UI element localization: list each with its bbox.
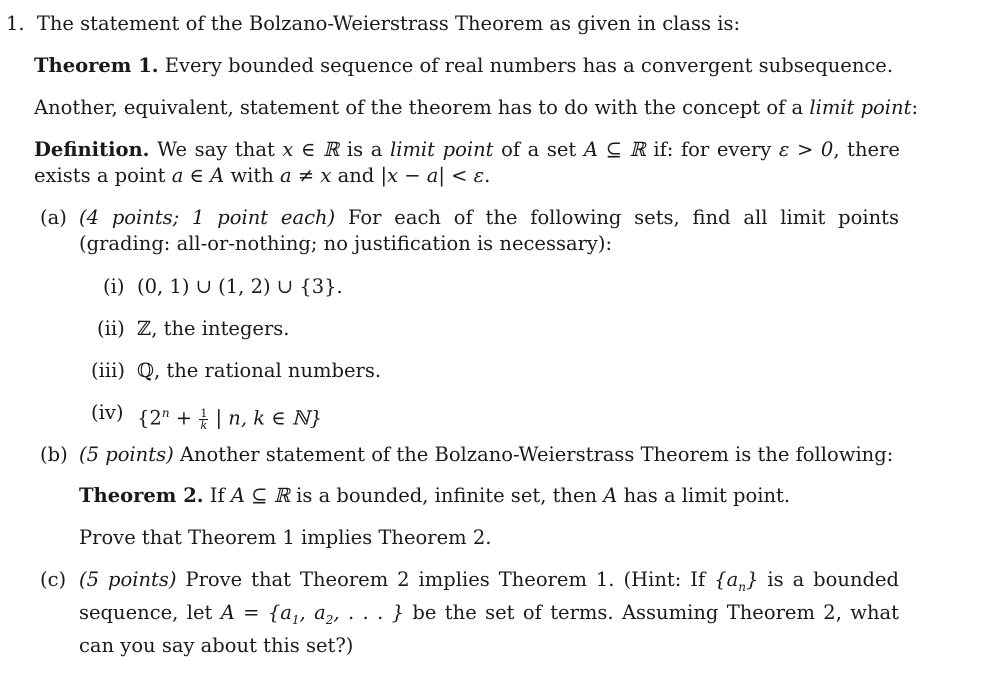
fraction-denominator: k xyxy=(200,418,208,432)
sequence-close: } xyxy=(745,568,759,591)
definition-term: limit point xyxy=(389,138,494,161)
rationals-symbol: ℚ xyxy=(137,359,154,382)
definition-text-4: if: for every xyxy=(653,138,772,161)
definition xyxy=(34,137,900,189)
definition-label: Definition. xyxy=(34,138,150,161)
math-a-in-A: a ∈ A xyxy=(171,164,225,187)
item-iv-post: | n, k ∈ ℕ} xyxy=(209,406,323,430)
set-open: A = {a xyxy=(220,600,292,624)
equivalent-end: : xyxy=(911,96,919,119)
part-c-points: (5 points) xyxy=(79,568,177,591)
integers-symbol: ℤ xyxy=(137,317,152,340)
set-subscript-2: 2 xyxy=(325,612,334,627)
definition-text-8: . xyxy=(484,164,491,187)
item-iv-pre: {2 xyxy=(137,406,162,430)
theorem-2-label: Theorem 2. xyxy=(79,484,204,507)
definition-text-6: with xyxy=(230,164,274,187)
item-iii-label: (iii) xyxy=(91,359,125,382)
theorem-2-text-1: If xyxy=(209,484,225,507)
limit-point-term: limit point xyxy=(809,96,912,119)
definition-text-1: We say that xyxy=(157,138,275,161)
part-a xyxy=(79,205,899,257)
definition-text-3: of a set xyxy=(501,138,577,161)
part-b-text: Another statement of the Bolzano-Weierstrass Theorem is the following: xyxy=(179,443,894,466)
theorem-1-label: Theorem 1. xyxy=(34,54,159,77)
part-b-label: (b) xyxy=(40,443,68,466)
set-middle: , a xyxy=(299,600,326,624)
math-A: A xyxy=(603,484,618,507)
item-iii xyxy=(137,358,381,384)
math-a-ne-x: a ≠ x xyxy=(280,164,332,187)
theorem-1-text: Every bounded sequence of real numbers has a convergent subsequence. xyxy=(164,54,894,77)
theorem-1 xyxy=(34,53,893,79)
part-a-text: For each of the following sets, find all limit points (grading: all-or-nothing; no justification is necessary): xyxy=(79,206,899,255)
problem-intro-line xyxy=(6,11,740,37)
part-a-label: (a) xyxy=(40,206,67,229)
theorem-2-text-2: is a bounded, infinite set, then xyxy=(296,484,598,507)
item-iv-plus: + xyxy=(169,406,199,430)
equivalent-statement xyxy=(34,95,918,121)
part-b-prove: Prove that Theorem 1 implies Theorem 2. xyxy=(79,526,492,549)
part-c-text-3: be the set of terms. Assuming Theorem 2, what can you say about this set?) xyxy=(79,600,899,657)
math-abs: |x − a| < ε xyxy=(380,164,485,187)
math-sequence xyxy=(714,568,759,594)
fraction-1-over-k xyxy=(199,408,208,431)
math-set-of-terms xyxy=(220,600,405,627)
item-iv-label: (iv) xyxy=(91,401,124,424)
sequence-open: {a xyxy=(714,568,739,591)
math-A-subset-R: A ⊆ ℝ xyxy=(583,138,646,161)
set-subscript-1: 1 xyxy=(291,612,300,627)
theorem-2 xyxy=(79,483,790,509)
definition-text-7: and xyxy=(337,164,375,187)
fraction-numerator: 1 xyxy=(200,406,208,420)
item-i-label: (i) xyxy=(103,275,125,298)
problem-intro: The statement of the Bolzano-Weierstrass Theorem as given in class is: xyxy=(36,12,741,35)
item-ii-text: , the integers. xyxy=(151,317,290,340)
item-iv xyxy=(137,400,322,432)
math-A-subset-R-2: A ⊆ ℝ xyxy=(230,484,290,507)
item-ii-label: (ii) xyxy=(97,317,125,340)
part-c-text-2: is a bounded sequence, let xyxy=(79,568,900,624)
part-b xyxy=(79,442,893,468)
part-c xyxy=(79,567,899,659)
math-eps: ε > 0 xyxy=(778,138,834,161)
item-iv-exponent: n xyxy=(161,406,170,420)
math-x-in-R: x ∈ ℝ xyxy=(282,138,340,161)
item-iii-text: , the rational numbers. xyxy=(154,359,382,382)
theorem-2-text-3: has a limit point. xyxy=(623,484,791,507)
definition-text-5: , there exists a point xyxy=(34,138,900,187)
equivalent-text: Another, equivalent, statement of the theorem has to do with the concept of a xyxy=(34,96,804,119)
set-close: , . . . } xyxy=(333,600,405,624)
part-c-text-1: Prove that Theorem 2 implies Theorem 1. (Hint: If xyxy=(185,568,706,591)
item-ii xyxy=(137,316,290,342)
definition-text-2: is a xyxy=(346,138,383,161)
item-i-text: (0, 1) ∪ (1, 2) ∪ {3}. xyxy=(137,275,343,298)
part-a-points: (4 points; 1 point each) xyxy=(79,206,336,229)
sequence-subscript: n xyxy=(738,579,746,594)
problem-number: 1. xyxy=(6,12,25,35)
part-c-label: (c) xyxy=(40,568,67,591)
part-b-points: (5 points) xyxy=(79,443,174,466)
